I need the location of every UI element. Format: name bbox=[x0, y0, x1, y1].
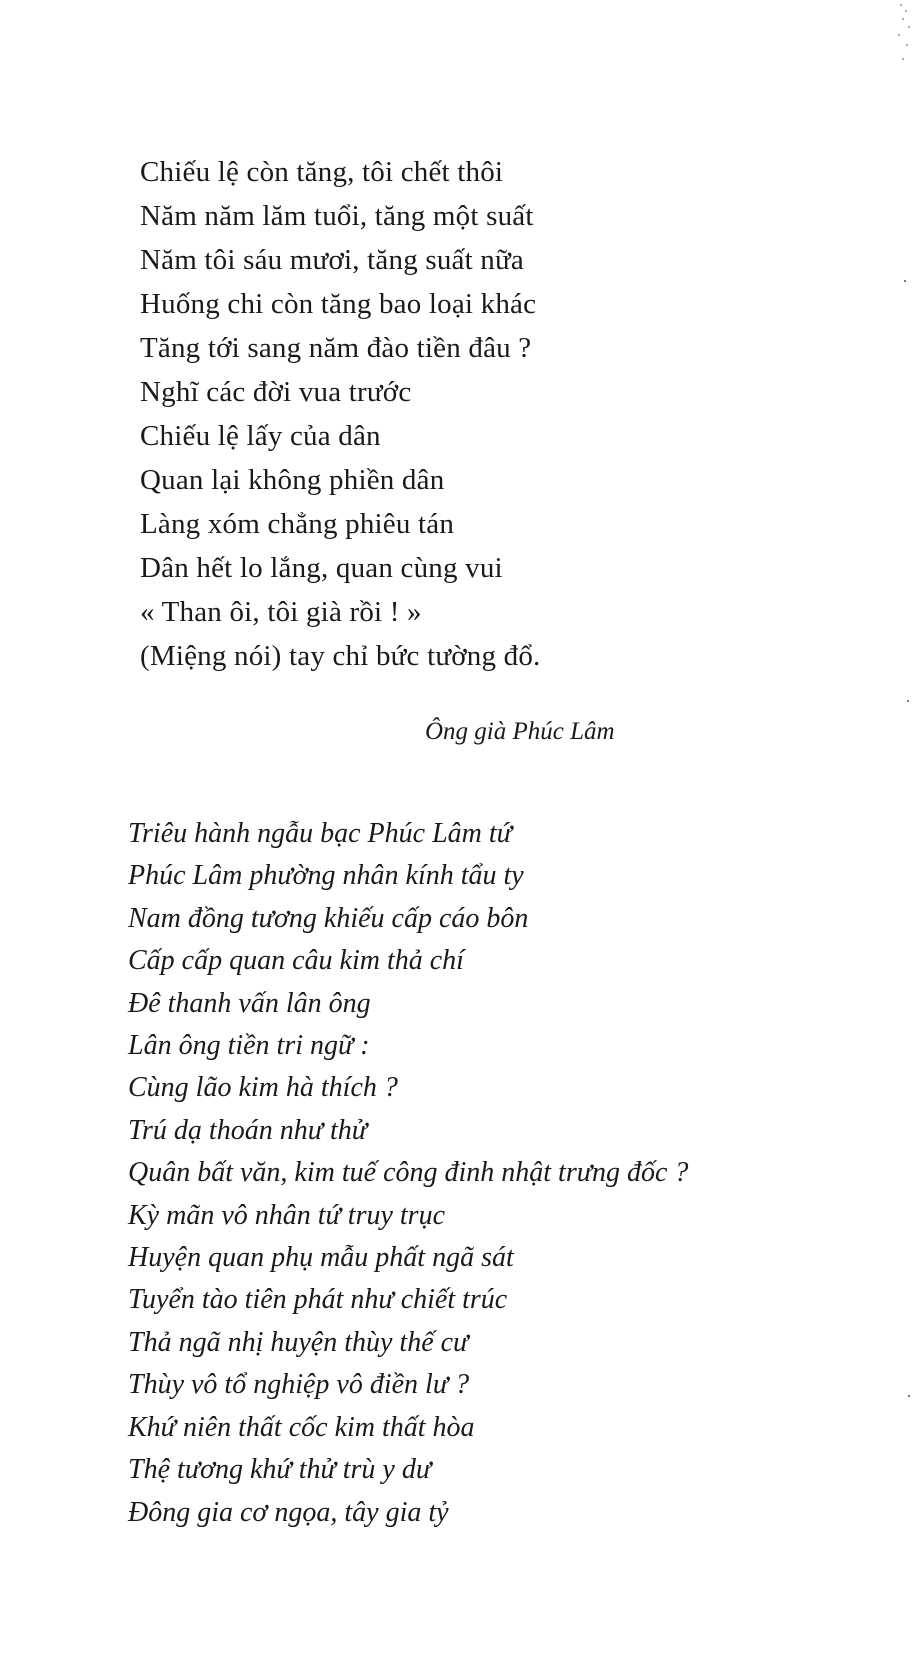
translated-poem-stanza bbox=[140, 150, 700, 678]
poem-line: Chiếu lệ còn tăng, tôi chết thôi bbox=[140, 156, 504, 188]
poem-line: « Than ôi, tôi già rồi ! » bbox=[140, 596, 422, 628]
poem-line: Huống chi còn tăng bao loại khác bbox=[140, 288, 537, 320]
scan-speck bbox=[907, 700, 909, 702]
poem-line: Tăng tới sang năm đào tiền đâu ? bbox=[140, 332, 532, 364]
poem-line: Kỳ mãn vô nhân tứ truy trục bbox=[128, 1199, 446, 1231]
poem-line: Năm năm lăm tuổi, tăng một suất bbox=[140, 200, 534, 232]
poem-line: Thệ tương khứ thử trù y dư bbox=[128, 1454, 432, 1486]
scan-speck bbox=[908, 1395, 910, 1397]
poem-line: Quan lại không phiền dân bbox=[140, 464, 445, 496]
poem-line: Chiếu lệ lấy của dân bbox=[140, 420, 381, 452]
poem-line: Huyện quan phụ mẫu phất ngã sát bbox=[128, 1242, 514, 1274]
poem-title: Ông già Phúc Lâm bbox=[425, 718, 615, 745]
poem-line: Phúc Lâm phường nhân kính tẩu ty bbox=[128, 860, 524, 892]
poem-line: Nghĩ các đời vua trước bbox=[140, 376, 412, 408]
poem-line: Nam đồng tương khiếu cấp cáo bôn bbox=[128, 902, 529, 934]
poem-line: Đê thanh vấn lân ông bbox=[128, 987, 371, 1019]
poem-line: Thả ngã nhị huyện thùy thế cư bbox=[128, 1326, 469, 1358]
original-poem-stanza bbox=[128, 813, 828, 1534]
scan-speck bbox=[904, 280, 906, 282]
poem-line: (Miệng nói) tay chỉ bức tường đổ. bbox=[140, 640, 541, 672]
poem-line: Thùy vô tổ nghiệp vô điền lư ? bbox=[128, 1369, 470, 1401]
poem-line: Cấp cấp quan câu kim thả chí bbox=[128, 945, 464, 977]
poem-line: Tuyển tào tiên phát như chiết trúc bbox=[128, 1284, 508, 1316]
poem-line: Khứ niên thất cốc kim thất hòa bbox=[128, 1411, 475, 1443]
poem-line: Lân ông tiền tri ngữ : bbox=[128, 1030, 370, 1062]
poem-line: Cùng lão kim hà thích ? bbox=[128, 1072, 398, 1104]
poem-line: Đông gia cơ ngọa, tây gia tỷ bbox=[128, 1496, 449, 1528]
poem-line: Quân bất văn, kim tuế công đinh nhật trưng đốc ? bbox=[128, 1157, 689, 1189]
poem-line: Triêu hành ngẫu bạc Phúc Lâm tứ bbox=[128, 818, 512, 849]
poem-line: Làng xóm chẳng phiêu tán bbox=[140, 508, 455, 540]
poem-line: Trú dạ thoán như thử bbox=[128, 1114, 368, 1146]
poem-line: Dân hết lo lắng, quan cùng vui bbox=[140, 552, 503, 584]
poem-line: Năm tôi sáu mươi, tăng suất nữa bbox=[140, 244, 524, 276]
scan-edge-artifact bbox=[872, 0, 912, 70]
